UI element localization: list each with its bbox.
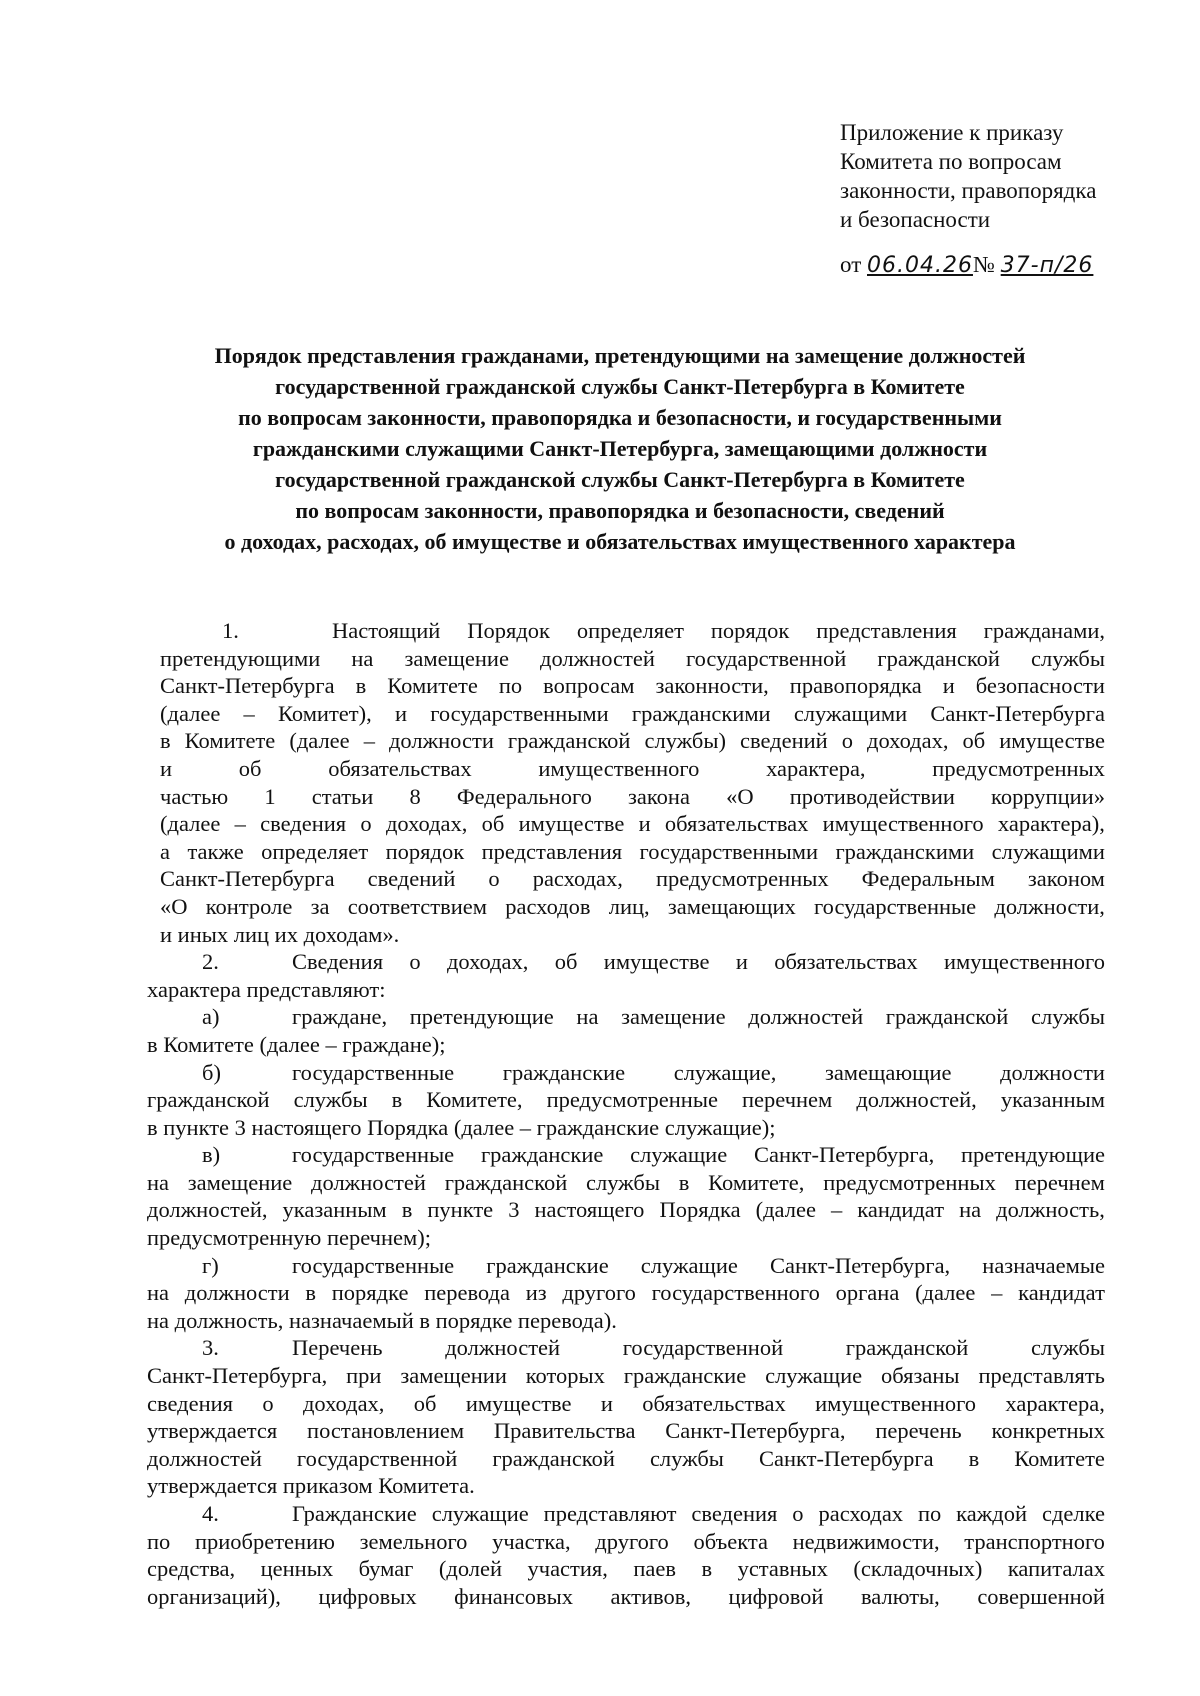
- document-body: [147, 617, 1105, 1610]
- title-line: государственной гражданской службы Санкт-Петербурга в Комитете: [275, 374, 965, 399]
- paragraph-4: [147, 1500, 1105, 1610]
- subparagraph-g: [147, 1252, 1105, 1335]
- text-line: [147, 1003, 1105, 1031]
- text-line: на должность, назначаемый в порядке перевода).: [147, 1307, 617, 1333]
- title-line: Порядок представления гражданами, претендующими на замещение должностей: [214, 343, 1026, 368]
- title-line: государственной гражданской службы Санкт-Петербурга в Комитете: [275, 467, 965, 492]
- appendix-line: Комитета по вопросам: [840, 149, 1062, 174]
- line-text: государственные гражданские служащие, замещающие должности: [292, 1059, 1105, 1085]
- text-line: предусмотренную перечнем);: [147, 1225, 431, 1251]
- text-line: и об обязательствах имущественного характера, предусмотренных: [160, 755, 1105, 781]
- text-line: гражданской службы в Комитете, предусмотренные перечнем должностей, указанным: [147, 1087, 1105, 1113]
- text-line: на замещение должностей гражданской службы в Комитете, предусмотренных перечнем: [147, 1169, 1105, 1195]
- text-line: утверждается приказом Комитета.: [147, 1473, 475, 1499]
- text-line: и иных лиц их доходам».: [160, 921, 400, 947]
- paragraph-1: [160, 617, 1105, 948]
- subparagraph-b: [147, 1059, 1105, 1142]
- text-line: (далее – сведения о доходах, об имуществе и обязательствах имущественного характера),: [160, 811, 1105, 837]
- title-line: о доходах, расходах, об имуществе и обязательствах имущественного характера: [224, 529, 1016, 554]
- subparagraph-letter: б): [202, 1059, 221, 1085]
- appendix-line: и безопасности: [840, 207, 991, 232]
- document-title: [150, 340, 1090, 557]
- text-line: (далее – Комитет), и государственными гражданскими служащими Санкт-Петербурга: [160, 700, 1105, 726]
- text-line: [147, 948, 1105, 976]
- text-line: организаций), цифровых финансовых активов, цифровой валюты, совершенной: [147, 1583, 1105, 1609]
- text-line: а также определяет порядок представления государственными гражданскими служащими: [160, 838, 1105, 864]
- text-line: в пункте 3 настоящего Порядка (далее – гражданские служащие);: [147, 1114, 776, 1140]
- text-line: [147, 1141, 1105, 1169]
- order-prefix: от: [840, 252, 862, 277]
- appendix-header: [840, 118, 1160, 234]
- text-line: [147, 1059, 1105, 1087]
- line-text: Гражданские служащие представляют сведения о расходах по каждой сделке: [292, 1501, 1105, 1526]
- text-line: на должности в порядке перевода из другого государственного органа (далее – кандидат: [147, 1280, 1105, 1306]
- line-text: государственные гражданские служащие Санкт-Петербурга, назначаемые: [292, 1252, 1105, 1278]
- order-number-handwritten: 37-п/26: [1000, 253, 1094, 278]
- text-line: по приобретению земельного участка, другого объекта недвижимости, транспортного: [147, 1528, 1105, 1554]
- line-text: Настоящий Порядок определяет порядок представления гражданами,: [332, 618, 1105, 643]
- title-line: по вопросам законности, правопорядка и безопасности, сведений: [295, 498, 945, 523]
- order-reference: [840, 252, 1170, 278]
- paragraph-number: 1.: [222, 618, 239, 643]
- paragraph-number: 4.: [202, 1501, 219, 1526]
- order-date-handwritten: 06.04.26: [867, 253, 973, 278]
- paragraph-number: 2.: [202, 949, 219, 975]
- text-line: [147, 1500, 1105, 1528]
- paragraph-number: 3.: [202, 1335, 219, 1361]
- text-line: должностей, указанным в пункте 3 настоящего Порядка (далее – кандидат на должность,: [147, 1197, 1105, 1223]
- paragraph-2: [147, 948, 1105, 1003]
- subparagraph-letter: г): [202, 1252, 219, 1278]
- line-text: граждане, претендующие на замещение должностей гражданской службы: [292, 1004, 1105, 1030]
- subparagraph-a: [147, 1003, 1105, 1058]
- paragraph-3: [147, 1334, 1105, 1500]
- text-line: частью 1 статьи 8 Федерального закона «О противодействии коррупции»: [160, 783, 1105, 809]
- subparagraph-letter: в): [202, 1142, 221, 1168]
- text-line: утверждается постановлением Правительства Санкт-Петербурга, перечень конкретных: [147, 1418, 1105, 1444]
- text-line: Санкт-Петербурга, при замещении которых гражданские служащие обязаны представлять: [147, 1363, 1105, 1389]
- text-line: претендующими на замещение должностей государственной гражданской службы: [160, 645, 1105, 671]
- appendix-line: законности, правопорядка: [840, 178, 1097, 203]
- text-line: «О контроле за соответствием расходов лиц, замещающих государственные должности,: [160, 893, 1105, 919]
- subparagraph-letter: а): [202, 1004, 220, 1030]
- title-line: по вопросам законности, правопорядка и безопасности, и государственными: [238, 405, 1002, 430]
- text-line: [160, 617, 1105, 645]
- text-line: в Комитете (далее – граждане);: [147, 1031, 446, 1057]
- line-text: государственные гражданские служащие Санкт-Петербурга, претендующие: [292, 1142, 1105, 1168]
- text-line: [147, 1334, 1105, 1362]
- order-number-sign: №: [972, 252, 995, 277]
- text-line: [147, 1252, 1105, 1280]
- text-line: должностей государственной гражданской службы Санкт-Петербурга в Комитете: [147, 1445, 1105, 1471]
- text-line: в Комитете (далее – должности гражданской службы) сведений о доходах, об имуществе: [160, 728, 1105, 754]
- line-text: Сведения о доходах, об имуществе и обязательствах имущественного: [292, 949, 1105, 975]
- subparagraph-v: [147, 1141, 1105, 1251]
- line-text: Перечень должностей государственной гражданской службы: [292, 1335, 1105, 1361]
- text-line: сведения о доходах, об имуществе и обязательствах имущественного характера,: [147, 1390, 1105, 1416]
- text-line: Санкт-Петербурга сведений о расходах, предусмотренных Федеральным законом: [160, 866, 1105, 892]
- text-line: характера представляют:: [147, 976, 386, 1002]
- text-line: Санкт-Петербурга в Комитете по вопросам законности, правопорядка и безопасности: [160, 673, 1105, 699]
- text-line: средства, ценных бумаг (долей участия, паев в уставных (складочных) капиталах: [147, 1556, 1105, 1582]
- title-line: гражданскими служащими Санкт-Петербурга, замещающими должности: [252, 436, 988, 461]
- appendix-line: Приложение к приказу: [840, 120, 1064, 145]
